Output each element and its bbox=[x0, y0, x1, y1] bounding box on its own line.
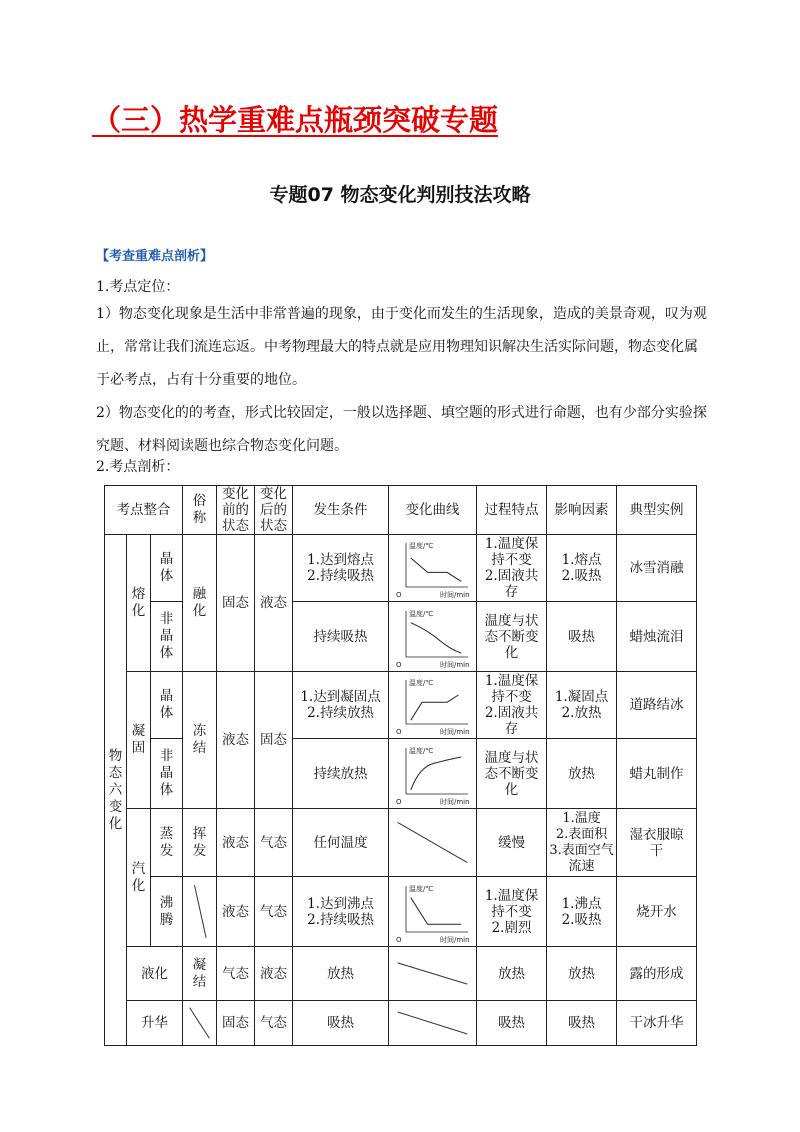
evaporation-after: 气态 bbox=[255, 809, 293, 877]
melting-amorphous-factor: 吸热 bbox=[547, 602, 617, 672]
curve-chart bbox=[394, 674, 472, 736]
liquefaction-condition: 放热 bbox=[293, 947, 389, 1001]
document-title: （三）热学重难点瓶颈突破专题 bbox=[92, 103, 499, 137]
solidification-amorphous-curve bbox=[389, 739, 477, 809]
evaporation-curve-empty bbox=[389, 809, 477, 877]
melting-crystal-example: 冰雪消融 bbox=[617, 535, 697, 602]
curve-line bbox=[410, 558, 460, 581]
header-after: 变化后的状态 bbox=[255, 486, 293, 535]
sublimation-feature: 吸热 bbox=[477, 1001, 547, 1046]
header-common-name: 俗称 bbox=[183, 486, 217, 535]
liquefaction-factor: 放热 bbox=[547, 947, 617, 1001]
origin-label: O bbox=[395, 935, 402, 944]
y-axis-label: 温度/℃ bbox=[408, 746, 433, 755]
evaporation-condition: 任何温度 bbox=[293, 809, 389, 877]
solidification-crystal-feature: 1.温度保持不变 2.固液共存 bbox=[477, 672, 547, 739]
melting-amorphous-feature: 温度与状态不断变化 bbox=[477, 602, 547, 672]
header-before: 变化前的状态 bbox=[217, 486, 255, 535]
solidification-amorphous-condition: 持续放热 bbox=[293, 739, 389, 809]
melting-amorphous-example: 蜡烛流泪 bbox=[617, 602, 697, 672]
curve-chart bbox=[394, 537, 472, 599]
sublimation-condition: 吸热 bbox=[293, 1001, 389, 1046]
evaporation-alias: 挥发 bbox=[183, 809, 217, 877]
header-factor: 影响因素 bbox=[547, 486, 617, 535]
melting-crystal-curve bbox=[389, 535, 477, 602]
sublimation-name: 升华 bbox=[127, 1001, 183, 1046]
melting-amorphous-type: 非晶体 bbox=[151, 602, 183, 672]
solidification-name: 凝固 bbox=[127, 672, 151, 809]
solidification-crystal-factor: 1.凝固点 2.放热 bbox=[547, 672, 617, 739]
boiling-curve bbox=[389, 877, 477, 947]
solidification-amorphous-feature: 温度与状态不断变化 bbox=[477, 739, 547, 809]
section-heading: 【考查重难点剖析】 bbox=[96, 249, 214, 264]
evaporation-feature: 缓慢 bbox=[477, 809, 547, 877]
curve-line bbox=[410, 695, 458, 720]
table-row bbox=[105, 1001, 697, 1046]
diagonal-slash bbox=[183, 877, 216, 946]
melting-crystal-condition: 1.达到熔点 2.持续吸热 bbox=[293, 535, 389, 602]
paragraph-1: 1.考点定位： bbox=[96, 279, 180, 295]
header-example: 典型实例 bbox=[617, 486, 697, 535]
paragraph-2: 1）物态变化现象是生活中非常普遍的现象，由于变化而发生的生活现象，造成的美景奇观，叹为观止，常常让我们流连忘返。中考物理最大的特点就是应用物理知识解决生活实际问题，物态变化属于必考点，占有十分重要的地位。 bbox=[96, 306, 707, 388]
origin-label: O bbox=[395, 728, 402, 736]
melting-crystal-factor: 1.熔点 2.吸热 bbox=[547, 535, 617, 602]
table-header-row bbox=[105, 486, 697, 535]
paragraph-4: 2.考点剖析： bbox=[96, 459, 180, 475]
melting-after: 液态 bbox=[255, 535, 293, 672]
paragraph-3: 2）物态变化的的考查，形式比较固定，一般以选择题、填空题的形式进行命题，也有少部分实验探究题、材料阅读题也综合物态变化问题。 bbox=[96, 405, 707, 454]
boiling-after: 气态 bbox=[255, 877, 293, 947]
table-row bbox=[105, 672, 697, 739]
header-feature: 过程特点 bbox=[477, 486, 547, 535]
liquefaction-example: 露的形成 bbox=[617, 947, 697, 1001]
evaporation-type: 蒸发 bbox=[151, 809, 183, 877]
sublimation-factor: 吸热 bbox=[547, 1001, 617, 1046]
diagonal-slash bbox=[389, 809, 476, 876]
boiling-before: 液态 bbox=[217, 877, 255, 947]
table-row bbox=[105, 947, 697, 1001]
evaporation-example: 湿衣服晾干 bbox=[617, 809, 697, 877]
header-condition: 发生条件 bbox=[293, 486, 389, 535]
solidification-crystal-curve bbox=[389, 672, 477, 739]
curve-chart bbox=[394, 605, 472, 669]
diagonal-slash bbox=[183, 1001, 216, 1045]
sublimation-example: 干冰升华 bbox=[617, 1001, 697, 1046]
melting-crystal-feature: 1.温度保持不变 2.固液共存 bbox=[477, 535, 547, 602]
solidification-amorphous-example: 蜡丸制作 bbox=[617, 739, 697, 809]
boiling-condition: 1.达到沸点 2.持续吸热 bbox=[293, 877, 389, 947]
melting-amorphous-condition: 持续吸热 bbox=[293, 602, 389, 672]
solidification-before: 液态 bbox=[217, 672, 255, 809]
evaporation-before: 液态 bbox=[217, 809, 255, 877]
group-label: 物态六变化 bbox=[105, 535, 127, 1046]
origin-label: O bbox=[395, 797, 402, 806]
x-axis-label: 时间/min bbox=[439, 935, 470, 944]
curve-chart bbox=[394, 880, 472, 944]
melting-before: 固态 bbox=[217, 535, 255, 672]
origin-label: O bbox=[395, 591, 402, 599]
melting-crystal-type: 晶体 bbox=[151, 535, 183, 602]
solidification-crystal-condition: 1.达到凝固点 2.持续放热 bbox=[293, 672, 389, 739]
solidification-amorphous-type: 非晶体 bbox=[151, 739, 183, 809]
y-axis-label: 温度/℃ bbox=[408, 609, 433, 618]
boiling-example: 烧开水 bbox=[617, 877, 697, 947]
evaporation-factor: 1.温度 2.表面积 3.表面空气流速 bbox=[547, 809, 617, 877]
document-subtitle: 专题07 物态变化判别技法攻略 bbox=[269, 184, 531, 206]
curve-line bbox=[410, 757, 460, 790]
origin-label: O bbox=[395, 660, 402, 669]
solidification-amorphous-factor: 放热 bbox=[547, 739, 617, 809]
diagonal-slash bbox=[389, 947, 476, 1000]
curve-line bbox=[410, 897, 460, 924]
sublimation-alias-empty bbox=[183, 1001, 217, 1046]
curve-line bbox=[410, 622, 460, 652]
solidification-crystal-example: 道路结冰 bbox=[617, 672, 697, 739]
x-axis-label: 时间/min bbox=[439, 660, 470, 669]
x-axis-label: 时间/min bbox=[439, 591, 470, 599]
liquefaction-before: 气态 bbox=[217, 947, 255, 1001]
solidification-crystal-type: 晶体 bbox=[151, 672, 183, 739]
x-axis-label: 时间/min bbox=[439, 728, 470, 736]
phase-change-table bbox=[104, 485, 697, 1046]
x-axis-label: 时间/min bbox=[439, 797, 470, 806]
header-curve: 变化曲线 bbox=[389, 486, 477, 535]
y-axis-label: 温度/℃ bbox=[408, 679, 433, 687]
table-row bbox=[105, 809, 697, 877]
sublimation-after: 气态 bbox=[255, 1001, 293, 1046]
liquefaction-feature: 放热 bbox=[477, 947, 547, 1001]
melting-amorphous-curve bbox=[389, 602, 477, 672]
curve-chart bbox=[394, 742, 472, 806]
melting-name: 熔化 bbox=[127, 535, 151, 672]
boiling-alias-empty bbox=[183, 877, 217, 947]
solidification-alias: 冻结 bbox=[183, 672, 217, 809]
vaporization-name: 汽化 bbox=[127, 809, 151, 947]
boiling-type: 沸腾 bbox=[151, 877, 183, 947]
y-axis-label: 温度/℃ bbox=[408, 542, 433, 550]
solidification-after: 固态 bbox=[255, 672, 293, 809]
header-integration: 考点整合 bbox=[105, 486, 183, 535]
liquefaction-alias: 凝结 bbox=[183, 947, 217, 1001]
diagonal-slash bbox=[389, 1001, 476, 1045]
boiling-feature: 1.温度保持不变 2.剧烈 bbox=[477, 877, 547, 947]
sublimation-before: 固态 bbox=[217, 1001, 255, 1046]
liquefaction-name: 液化 bbox=[127, 947, 183, 1001]
sublimation-curve-empty bbox=[389, 1001, 477, 1046]
liquefaction-after: 液态 bbox=[255, 947, 293, 1001]
y-axis-label: 温度/℃ bbox=[408, 884, 433, 893]
table-row bbox=[105, 535, 697, 602]
melting-alias: 融化 bbox=[183, 535, 217, 672]
liquefaction-curve-empty bbox=[389, 947, 477, 1001]
table-row bbox=[105, 877, 697, 947]
boiling-factor: 1.沸点 2.吸热 bbox=[547, 877, 617, 947]
